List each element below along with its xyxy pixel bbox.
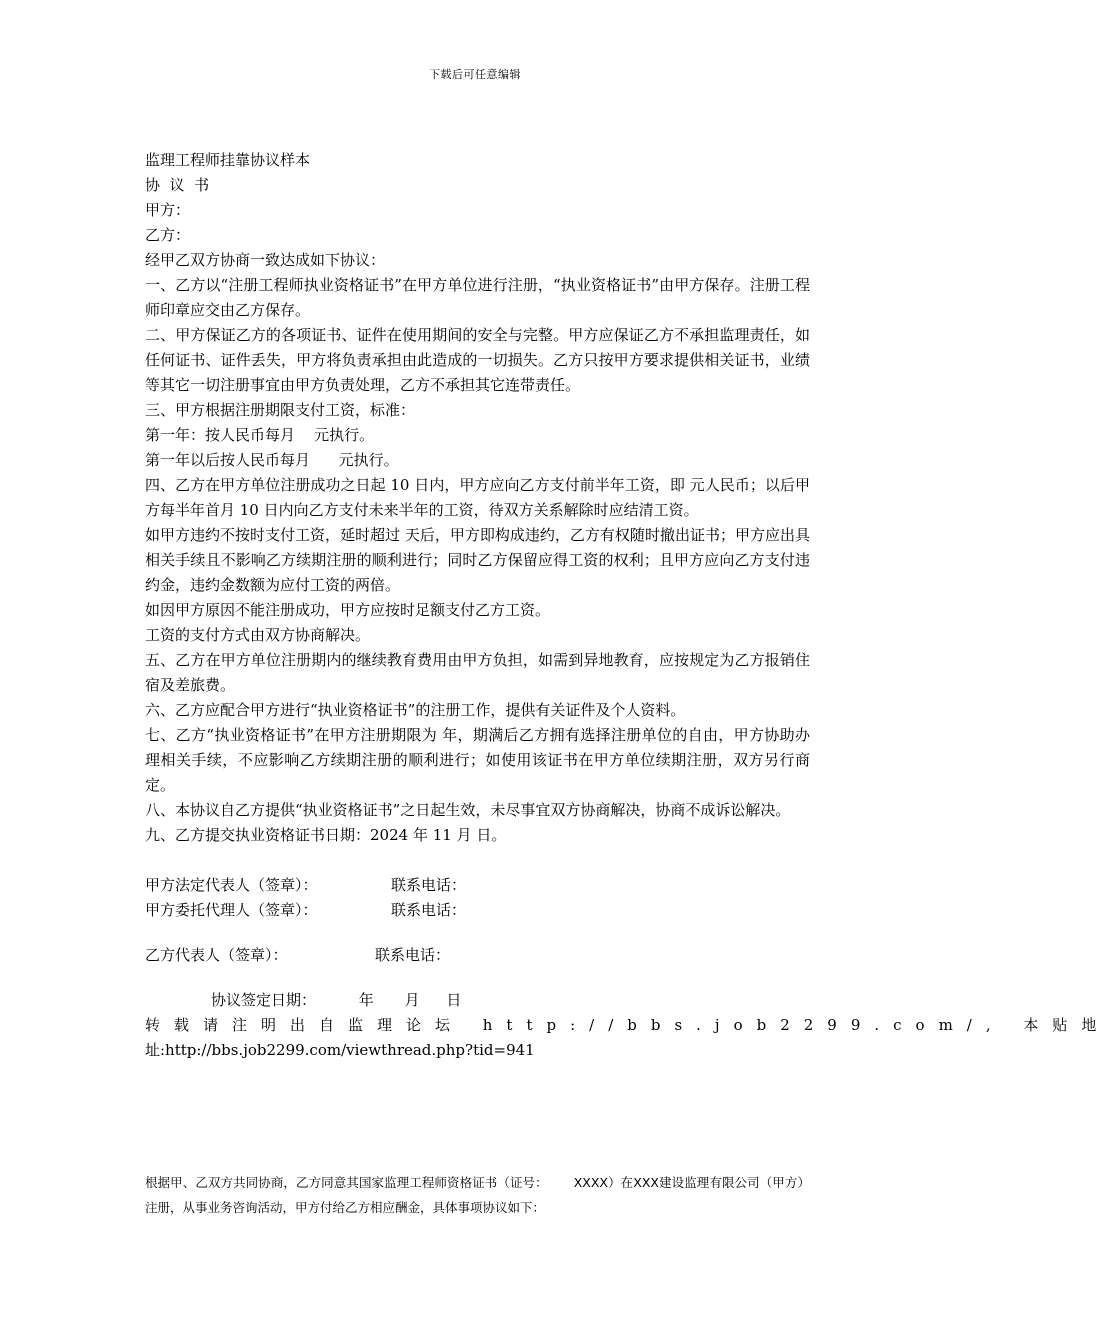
supplementary-prefix: 根据甲、乙双方共同协商，乙方同意其国家监理工程师资格证书（证号：: [145, 1175, 548, 1190]
signing-date-day: 日: [446, 991, 462, 1009]
repost-notice-line-1: [145, 1013, 1110, 1038]
repost-notice-text: 转载请注明出自监理论坛 http://bbs.job2299.com/, 本贴地: [145, 1016, 1110, 1034]
supplementary-paragraph: [145, 1170, 810, 1220]
party-a-legal-phone-label: 联系电话：: [391, 876, 467, 894]
party-a-legal-label: 甲方法定代表人（签章）：: [145, 876, 318, 894]
supplementary-text: [145, 1170, 810, 1220]
party-a-line: 甲方：: [145, 201, 191, 219]
party-b-rep-phone-label: 联系电话：: [375, 946, 451, 964]
company-name-placeholder: XXX: [633, 1175, 659, 1190]
clause-9: 九、乙方提交执业资格证书日期：2024 年 11 月 日。: [145, 826, 507, 844]
clause-8: 八、本协议自乙方提供“执业资格证书”之日起生效，未尽事宜双方协商解决，协商不成诉讼解决。: [145, 801, 791, 819]
clause-3: 三、甲方根据注册期限支付工资，标准：: [145, 401, 416, 419]
clause-3-after-year-1: 第一年以后按人民币每月 元执行。: [145, 451, 399, 469]
clause-3-year-1: 第一年：按人民币每月 元执行。: [145, 426, 375, 444]
clause-5: 五、乙方在甲方单位注册期内的继续教育费用由甲方负担，如需到异地教育，应按规定为乙方报销住宿及差旅费。: [145, 651, 810, 694]
clause-6: 六、乙方应配合甲方进行“执业资格证书”的注册工作，提供有关证件及个人资料。: [145, 701, 686, 719]
signature-party-a-legal: [145, 873, 810, 898]
signature-party-a-agent: [145, 898, 810, 923]
clause-4-registration-failure: 如因甲方原因不能注册成功，甲方应按时足额支付乙方工资。: [145, 601, 551, 619]
signing-date-line: [145, 988, 810, 1013]
clause-2: 二、甲方保证乙方的各项证书、证件在使用期间的安全与完整。甲方应保证乙方不承担监理责任，如任何证书、证件丢失，甲方将负责承担由此造成的一切损失。乙方只按甲方要求提供相关证书，业绩等其它一切注册事宜由甲方负责处理，乙方不承担其它连带责任。: [145, 326, 810, 394]
agreement-body: [145, 148, 1110, 1063]
clause-7: 七、乙方“执业资格证书”在甲方注册期限为 年，期满后乙方拥有选择注册单位的自由，甲方协助办理相关手续，不应影响乙方续期注册的顺利进行；如使用该证书在甲方单位续期注册，双方另行商定。: [145, 726, 810, 794]
certificate-number: XXXX: [573, 1175, 608, 1190]
party-a-agent-phone-label: 联系电话：: [391, 901, 467, 919]
document-title: 监理工程师挂靠协议样本: [145, 151, 311, 169]
document-subtitle: 协 议 书: [145, 176, 210, 194]
party-a-agent-label: 甲方委托代理人（签章）：: [145, 901, 318, 919]
clause-4-payment-method: 工资的支付方式由双方协商解决。: [145, 626, 371, 644]
supplementary-mid: ）在: [607, 1175, 634, 1190]
page-header-note: 下载后可任意编辑: [429, 68, 521, 81]
clause-4-breach: 如甲方违约不按时支付工资，延时超过 天后，甲方即构成违约，乙方有权随时撤出证书；甲方应出具相关手续且不影响乙方续期注册的顺利进行；同时乙方保留应得工资的权利；且甲方应向乙方支付违约金，违约金数额为应付工资的两倍。: [145, 526, 810, 594]
signing-date-label: 协议签定日期：: [211, 991, 317, 1009]
repost-notice-line-2: 址:http://bbs.job2299.com/viewthread.php?tid=941: [145, 1041, 535, 1059]
signing-date-month: 月: [404, 991, 420, 1009]
signature-party-b: [145, 943, 810, 968]
clause-1: 一、乙方以“注册工程师执业资格证书”在甲方单位进行注册，“执业资格证书”由甲方保存。注册工程师印章应交由乙方保存。: [145, 276, 810, 319]
party-b-line: 乙方：: [145, 226, 191, 244]
party-b-rep-label: 乙方代表人（签章）：: [145, 946, 288, 964]
supplementary-suffix: 建设监理有限公司（甲方）注册，从事业务咨询活动，甲方付给乙方相应酬金，具体事项协议如下：: [145, 1175, 810, 1215]
signing-date-year: 年: [358, 991, 374, 1009]
intro-line: 经甲乙双方协商一致达成如下协议：: [145, 251, 386, 269]
clause-4: 四、乙方在甲方单位注册成功之日起 10 日内，甲方应向乙方支付前半年工资，即 元人民币；以后甲方每半年首月 10 日内向乙方支付未来半年的工资，待双方关系解除时应结清工资。: [145, 476, 810, 519]
